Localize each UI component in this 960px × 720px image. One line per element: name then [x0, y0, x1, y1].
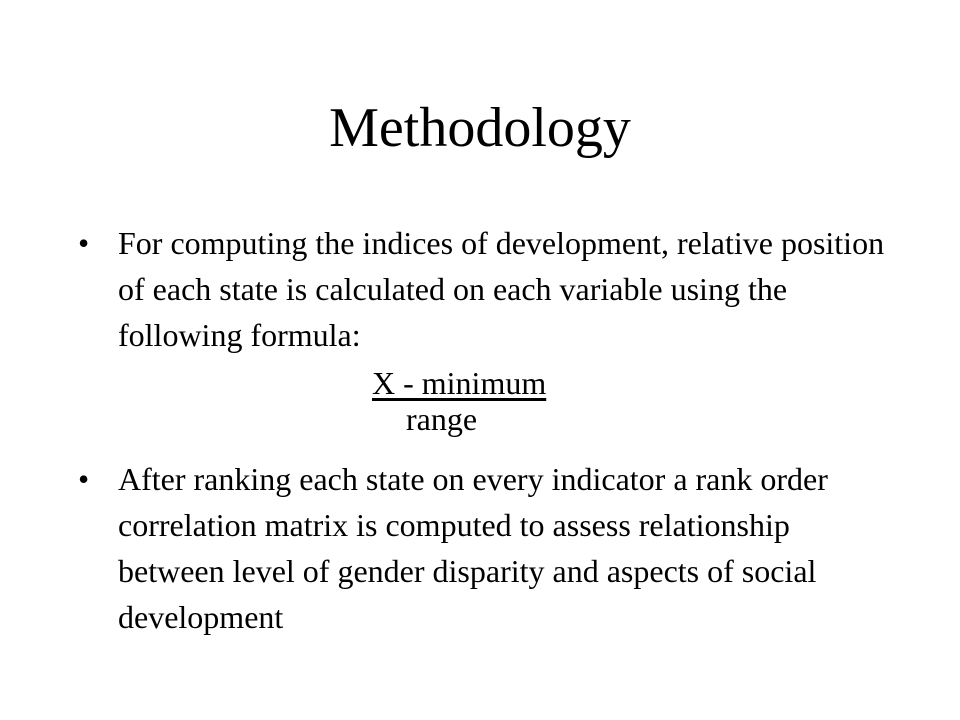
bullet-list — [78, 220, 888, 640]
bullet-item — [78, 220, 888, 358]
bullet-text: For computing the indices of development, relative position of each state is calculated on each variable using the following formula: — [118, 225, 885, 353]
bullet-icon: • — [78, 225, 90, 261]
bullet-text: After ranking each state on every indicator a rank order correlation matrix is computed to assess relationship between level of gender disparity and aspects of social development — [118, 461, 828, 635]
formula — [78, 364, 888, 448]
formula-denominator: range — [406, 401, 478, 437]
formula-numerator: X - minimum — [372, 365, 547, 401]
slide-title: Methodology — [329, 97, 631, 159]
bullet-icon: • — [78, 461, 90, 497]
bullet-item — [78, 456, 888, 640]
